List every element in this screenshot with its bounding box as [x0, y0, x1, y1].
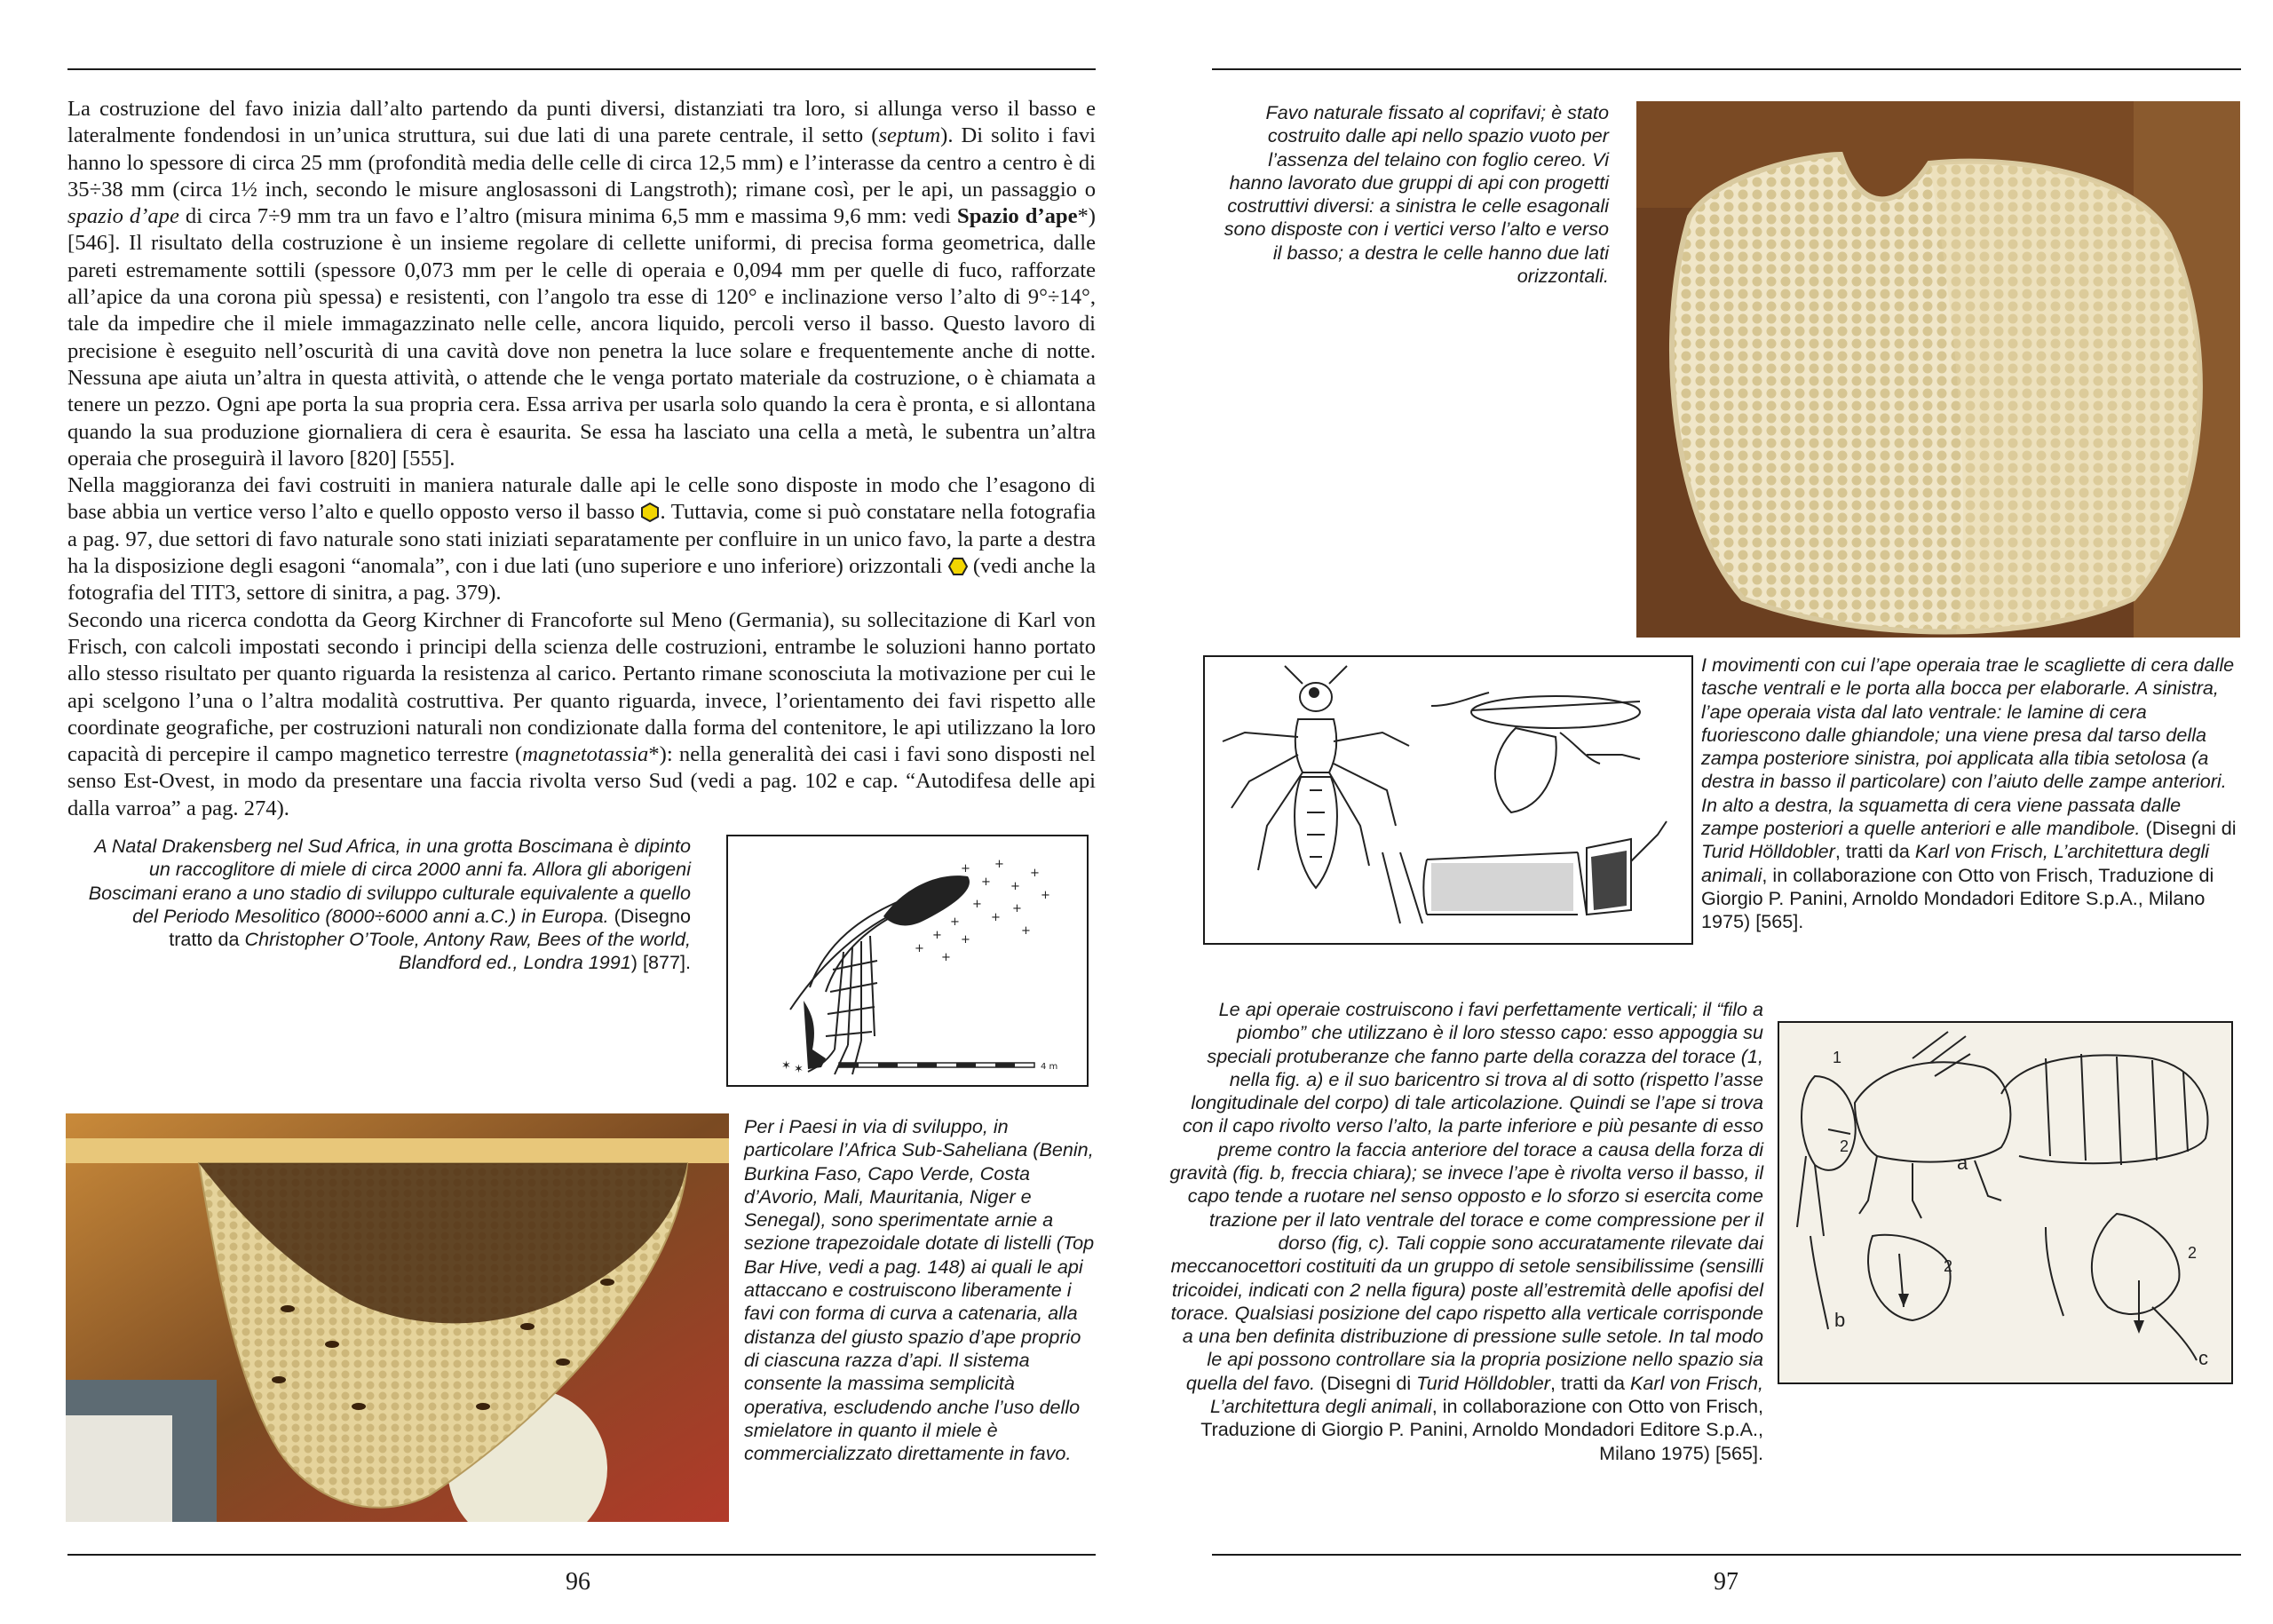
bottom-rule-right	[1212, 1554, 2241, 1556]
page-number-right: 97	[1714, 1568, 1738, 1596]
caption-wax-scales: I movimenti con cui l’ape operaia trae le scagliette di cera dalle tasche ventrali e le porta alla bocca per elaborarle. A sinistra, l’ape operaia vista dal lato ventrale: le lamine di cera fuoriescono dalle ghiandole; una viene presa dal tarso della zampa posteriore sinistra, poi applicata alla tibia setolosa (a destra in basso il particolare) con l’aiuto delle zampe anteriori. In alto a destra, la squametta di cera viene passata dalle zampe posteriori a quelle anteriori e alle mandibole. (Disegni di Turid Hölldobler, tratti da Karl von Frisch, L’architettura degli animali, in collaborazione con Otto von Frisch, Traduzione di Giorgio P. Panini, Arnoldo Mondadori Editore S.p.A., Milano 1975) [565].	[1701, 654, 2237, 933]
svg-text:+: +	[1021, 924, 1031, 938]
plumb-label-1: 1	[1833, 1049, 1842, 1066]
plumb-label-fig-a: a	[1957, 1152, 1968, 1174]
top-rule-right	[1212, 68, 2241, 70]
svg-text:+: +	[915, 942, 924, 955]
plumb-label-2a: 2	[1840, 1137, 1849, 1155]
caption-rock-art: A Natal Drakensberg nel Sud Africa, in una grotta Boscimana è dipinto un raccoglitore di miele di circa 2000 anni fa. Allora gli aborigeni Boscimani erano a uno stadio di sviluppo culturale equivalente a quello del Periodo Mesolitico (8000÷6000 anni a.C.) in Europa. (Disegno tratto da Christopher O’Toole, Antony Raw, Bees of the world, Blandford ed., Londra 1991) [877].	[88, 835, 691, 974]
svg-text:✶: ✶	[794, 1063, 804, 1076]
plumb-label-fig-b: b	[1834, 1309, 1846, 1331]
caption-natural-comb: Favo naturale fissato al coprifavi; è stato costruito dalle api nello spazio vuoto per l’assenza del telaino con foglio cereo. Vi hanno lavorato due gruppi di api con progetti costruttivi diversi: a sinistra le celle esagonali sono disposte con i vertici verso l’alto e verso il basso; a destra le celle hanno due lati orizzontali.	[1224, 101, 1609, 288]
svg-text:+: +	[1012, 902, 1022, 915]
svg-text:+: +	[932, 929, 942, 942]
page-number-left: 96	[566, 1568, 590, 1596]
paragraph-3: Secondo una ricerca condotta da Georg Kirchner di Francoforte sul Meno (Germania), su sollecitazione di Karl von Frisch, con calcoli impostati secondo i principi della scienza delle costruzioni, entrambe le soluzioni hanno portato allo stesso risultato per quanto riguarda la resistenza al carico. Pertanto rimane sconosciuta la motivazione per cui le api scelgono l’una o l’altra modalità costruttiva. Per quanto riguarda, invece, l’orientamento dei favi rispetto alle coordinate geografiche, per costruzioni naturali non condizionate dalla forma del contenitore, le api utilizzano la loro capacità di percepire il campo magnetico terrestre (magnetotassia*): nella generalità dei casi i favi sono disposti nel senso Est-Ovest, in modo da presentare una faccia rivolta verso Sud (vedi a pag. 102 e cap. “Autodifesa delle api dalla varroa” a pag. 274).	[67, 607, 1096, 820]
svg-text:+: +	[961, 862, 970, 875]
hexagon-pointy-icon	[640, 503, 660, 522]
svg-text:+: +	[1030, 867, 1040, 880]
plumb-label-fig-c: c	[2198, 1347, 2208, 1369]
rock-art-drawing	[726, 835, 1089, 1087]
svg-text:+: +	[1041, 889, 1050, 902]
photo-top-bar-hive	[66, 1113, 729, 1522]
svg-text:+: +	[972, 898, 982, 911]
plumb-label-2c: 2	[2188, 1244, 2198, 1262]
rock-art-scale-label: 4 m	[1041, 1062, 1058, 1072]
svg-text:+: +	[1010, 880, 1020, 893]
svg-text:+: +	[941, 951, 951, 964]
plumb-label-2b: 2	[1944, 1257, 1953, 1275]
svg-text:+: +	[981, 875, 991, 889]
svg-text:+: +	[994, 858, 1004, 871]
wax-scale-drawing	[1203, 655, 1693, 945]
svg-text:+: +	[950, 915, 960, 929]
head-mechanoreceptor-drawing	[1778, 1021, 2233, 1384]
hexagon-flat-icon	[948, 557, 968, 576]
main-body-text	[67, 96, 1096, 822]
svg-text:+: +	[961, 933, 970, 947]
caption-plumb-line: Le api operaie costruiscono i favi perfettamente verticali; il “filo a piombo” che utilizzano è il loro stesso capo: esso appoggia su speciali protuberanze che fanno parte della corazza del torace (1, nella fig. a) e il suo baricentro si trova al di sotto (rispetto l’asse longitudinale del corpo) di tale articolazione. Quindi se l’ape si trova con il capo rivolto verso l’alto, la parte inferiore e più pesante di esso preme contro la faccia anteriore del torace a causa della forza di gravità (fig. b, freccia chiara); se invece l’ape è rivolta verso il basso, il capo tende a ruotare nel senso opposto e lo sforzo si esercita come trazione per il lato ventrale del torace e come compressione per il dorso (fig, c). Tali coppie sono accuratamente rilevate dai meccanocettori costituiti da un gruppo di setole sensibilissime (sensilli tricoidei, indicati con 2 nella figura) poste all’estremità delle apofisi del torace. Qualsiasi posizione del capo rispetto alla verticale corrisponde a una ben definita distribuzione di pressione sulle setole. In tal modo le api possono controllare sia la propria posizione nello spazio sia quella del favo. (Disegni di Turid Hölldobler, tratti da Karl von Frisch, L’architettura degli animali, in collaborazione con Otto von Frisch, Traduzione di Giorgio P. Panini, Arnoldo Mondadori Editore S.p.A., Milano 1975) [565].	[1169, 998, 1763, 1464]
paragraph-1: La costruzione del favo inizia dall’alto partendo da punti diversi, distanziati tra loro, si allunga verso il basso e lateralmente fondendosi in un’unica struttura, sui due lati di una parete centrale, il setto (septum). Di solito i favi hanno lo spessore di circa 25 mm (profondità media delle celle di circa 12,5 mm) e l’interasse da centro a centro è di 35÷38 mm (circa 1½ inch, secondo le misure anglosassoni di Langstroth); rimane così, per le api, un passaggio o spazio d’ape di circa 7÷9 mm tra un favo e l’altro (misura minima 6,5 mm e massima 9,6 mm: vedi Spazio d’ape*) [546]. Il risultato della costruzione è un insieme regolare di cellette uniformi, di precisa forma geometrica, dalle pareti estremamente sottili (spessore 0,073 mm per le celle di operaia e 0,094 mm per quelle di fuco, rafforzate all’apice da una corona più spessa) e resistenti, con l’angolo tra esse di 120° e inclinazione verso l’alto di 9°÷14°, tale da impedire che il miele immagazzinato nelle celle, ancora liquido, percoli verso il basso. Questo lavoro di precisione è eseguito nell’oscurità di una cavità dove non penetra la luce solare e frequentemente anche di notte. Nessuna ape aiuta un’altra in questa attività, o attende che le venga portato materiale da costruzione, o è chiamata a tenere un pezzo. Ogni ape porta la sua propria cera. Essa arriva per usarla solo quando la cera è pronta, e si allontana quando la sua produzione giornaliera di cera è esaurita. Se essa ha lasciato una cella a metà, le subentra un’altra operaia che proseguirà il lavoro [820] [555].	[67, 97, 1096, 471]
top-rule-left	[67, 68, 1096, 70]
svg-text:✶: ✶	[781, 1059, 791, 1073]
caption-top-bar-hive: Per i Paesi in via di sviluppo, in particolare l’Africa Sub-Saheliana (Benin, Burkina Faso, Capo Verde, Costa d’Avorio, Mali, Mauritania, Niger e Senegal), sono sperimentate arnie a sezione trapezoidale dotate di listelli (Top Bar Hive, vedi a pag. 148) ai quali le api attaccano e costruiscono liberamente i favi con forma di curva a catenaria, alla distanza del giusto spazio d’ape proprio di ciascuna razza d’api. Il sistema consente la massima semplicità operativa, escludendo anche l’uso dello smielatore in quanto il miele è commercializzato direttamente in favo.	[744, 1115, 1095, 1465]
bottom-rule-left	[67, 1554, 1096, 1556]
svg-text:+: +	[991, 911, 1001, 924]
photo-natural-comb	[1636, 101, 2240, 638]
paragraph-2: Nella maggioranza dei favi costruiti in maniera naturale dalle api le celle sono disposte in modo che l’esagono di base abbia un vertice verso l’alto e quello opposto verso il basso . Tuttavia, come si può constatare nella fotografia a pag. 97, due settori di favo naturale sono stati iniziati separatamente per confluire in un unico favo, la parte a destra ha la disposizione degli esagoni “anomala”, con i due lati (uno superiore e uno inferiore) orizzontali (vedi anche la fotografia del TIT3, settore di sinitra, a pag. 379).	[67, 473, 1096, 606]
